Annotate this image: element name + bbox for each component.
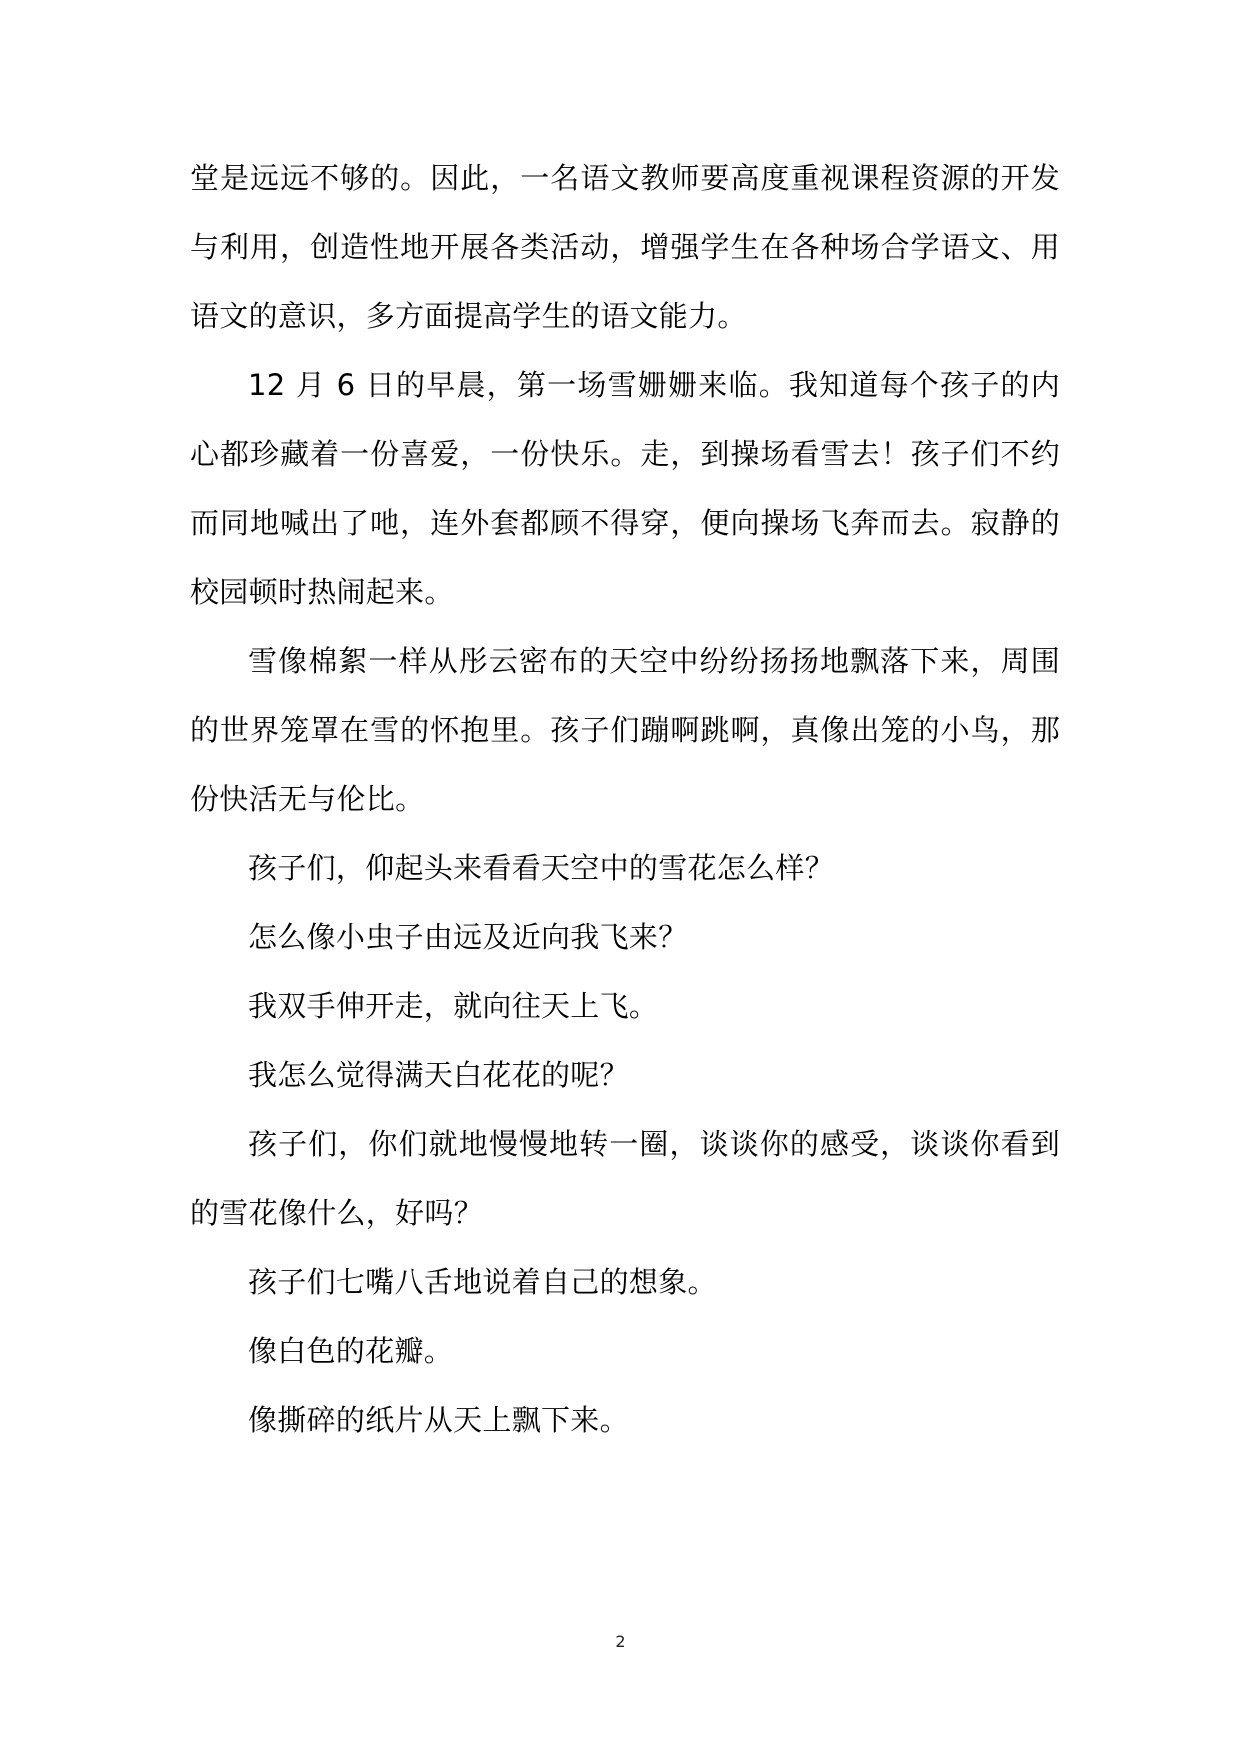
paragraph-3: 雪像棉絮一样从彤云密布的天空中纷纷扬扬地飘落下来，周围的世界笼罩在雪的怀抱里。孩子们蹦啊跳啊，真像出笼的小鸟，那份快活无与伦比。 [190, 644, 1060, 816]
paragraph-9: 孩子们七嘴八舌地说着自己的想象。 [248, 1265, 717, 1299]
paragraph-11: 像撕碎的纸片从天上飘下来。 [248, 1403, 629, 1437]
document-body [190, 144, 1060, 1455]
page-number: 2 [615, 1632, 626, 1651]
paragraph-1: 堂是远远不够的。因此，一名语文教师要高度重视课程资源的开发与利用，创造性地开展各类活动，增强学生在各种场合学语文、用语文的意识，多方面提高学生的语文能力。 [190, 161, 1060, 333]
paragraph-10: 像白色的花瓣。 [248, 1334, 454, 1368]
paragraph-5: 怎么像小虫子由远及近向我飞来？ [248, 920, 688, 954]
paragraph-8: 孩子们，你们就地慢慢地转一圈，谈谈你的感受，谈谈你看到的雪花像什么，好吗？ [190, 1127, 1060, 1230]
paragraph-2: 12 月 6 日的早晨，第一场雪姗姗来临。我知道每个孩子的内心都珍藏着一份喜爱，一份快乐。走，到操场看雪去！孩子们不约而同地喊出了吔，连外套都顾不得穿，便向操场飞奔而去。寂静的校园顿时热闹起来。 [190, 368, 1060, 609]
paragraph-4: 孩子们，仰起头来看看天空中的雪花怎么样？ [248, 851, 835, 885]
paragraph-6: 我双手伸开走，就向往天上飞。 [248, 989, 659, 1023]
paragraph-7: 我怎么觉得满天白花花的呢？ [248, 1058, 629, 1092]
